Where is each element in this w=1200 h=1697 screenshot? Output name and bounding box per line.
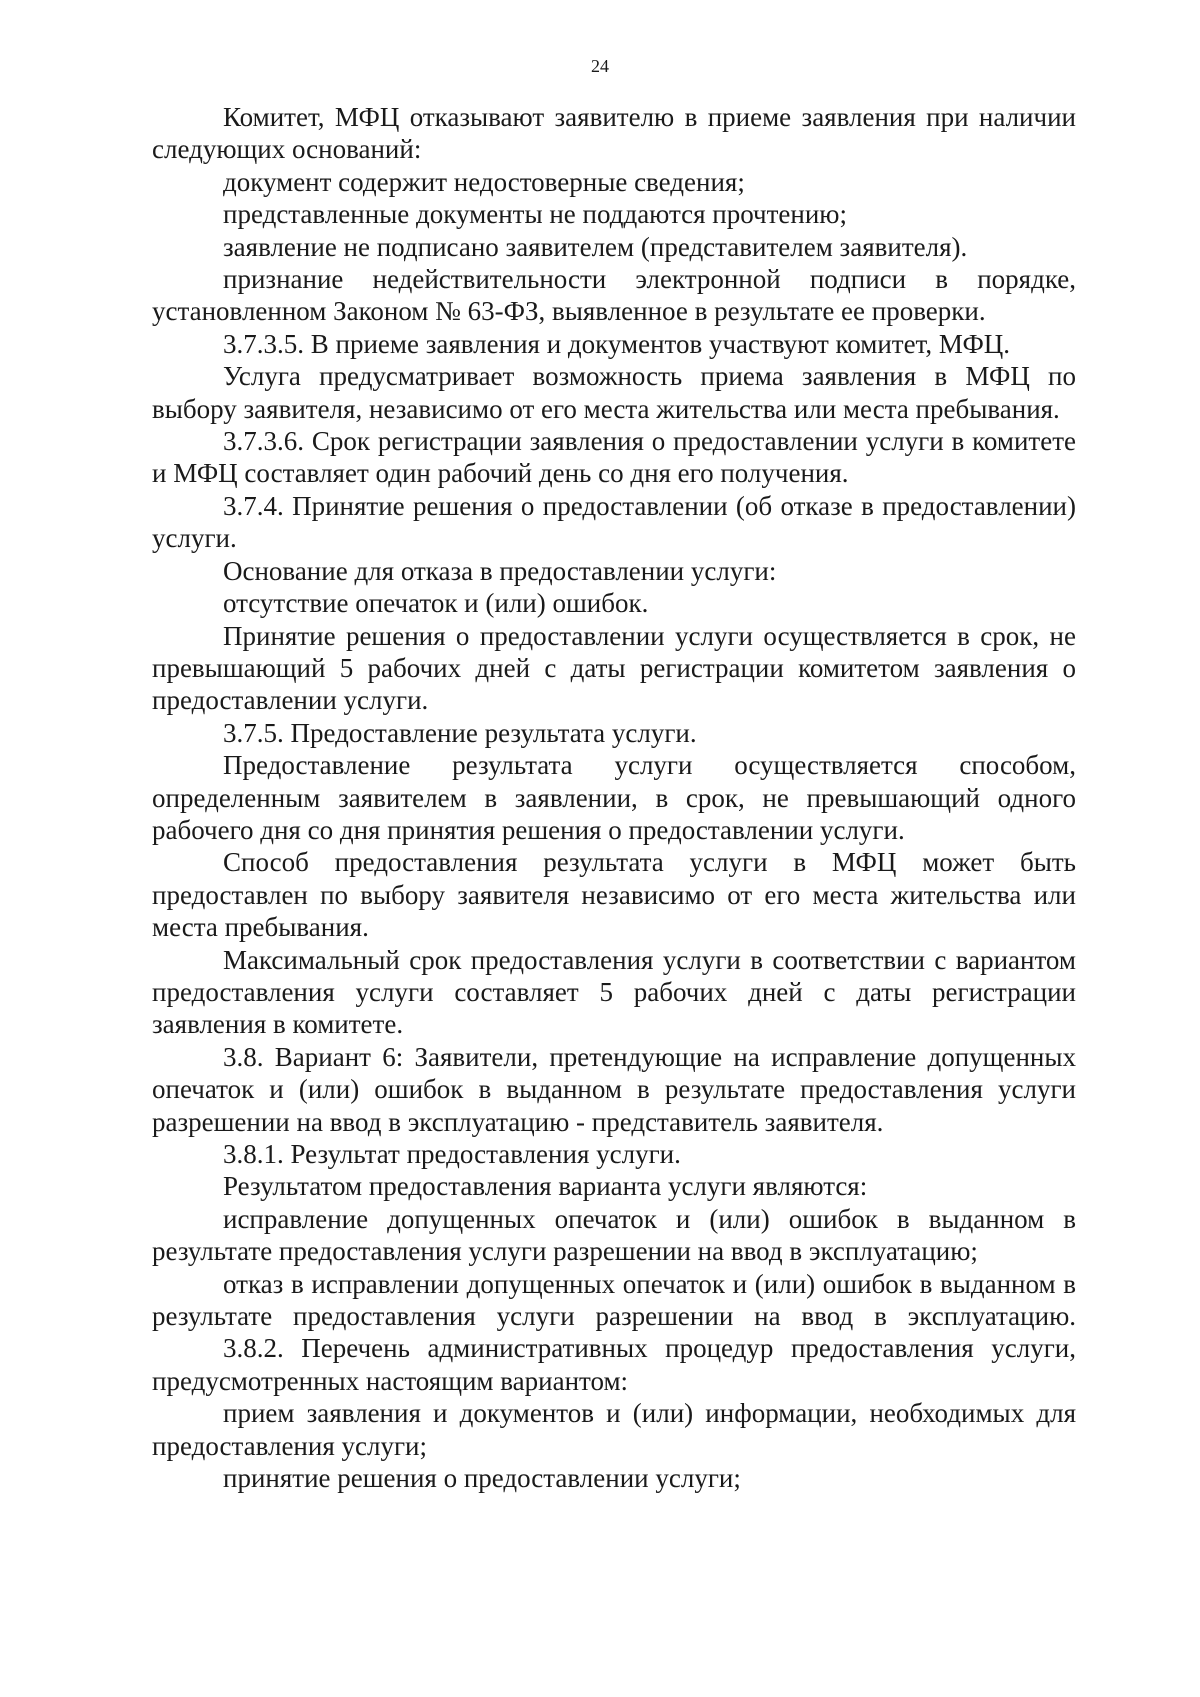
paragraph: представленные документы не поддаются прочтению;	[223, 199, 847, 230]
paragraph: Основание для отказа в предоставлении услуги:	[223, 555, 777, 586]
paragraph: 3.7.5. Предоставление результата услуги.	[223, 717, 697, 748]
page-number: 24	[591, 56, 609, 76]
paragraph: Принятие решения о предоставлении услуги осуществляется в срок, не превышающий 5 рабочих дней с даты регистрации комитетом заявления о предоставлении услуги.	[152, 620, 1076, 716]
document-body	[152, 101, 1076, 1494]
paragraph: документ содержит недостоверные сведения;	[223, 166, 745, 197]
paragraph: отказ в исправлении допущенных опечаток и (или) ошибок в выданном в результате предоставления услуги разрешении на ввод в эксплуатацию.	[152, 1268, 1076, 1332]
paragraph: принятие решения о предоставлении услуги;	[223, 1463, 741, 1494]
paragraph: 3.7.3.5. В приеме заявления и документов участвуют комитет, МФЦ.	[223, 328, 1011, 359]
paragraph: 3.8.1. Результат предоставления услуги.	[223, 1139, 681, 1169]
paragraph: прием заявления и документов и (или) информации, необходимых для предоставления услуги;	[152, 1398, 1076, 1461]
paragraph: заявление не подписано заявителем (представителем заявителя).	[223, 231, 968, 262]
paragraph: Предоставление результата услуги осуществляется способом, определенным заявителем в заявлении, в срок, не превышающий одного рабочего дня со дня принятия решения о предоставлении услуги.	[152, 750, 1076, 845]
paragraph: Способ предоставления результата услуги в МФЦ может быть предоставлен по выбору заявителя независимо от его места жительства или места пребывания.	[152, 847, 1076, 943]
paragraph: Услуга предусматривает возможность приема заявления в МФЦ по выбору заявителя, независимо от его места жительства или места пребывания.	[152, 361, 1076, 424]
paragraph: 3.8.2. Перечень административных процедур предоставления услуги, предусмотренных настоящим вариантом:	[152, 1333, 1076, 1396]
paragraph: Комитет, МФЦ отказывают заявителю в приеме заявления при наличии следующих оснований:	[152, 102, 1076, 165]
paragraph: признание недействительности электронной подписи в порядке, установленном Законом № 63-ФЗ, выявленное в результате ее проверки.	[152, 264, 1076, 327]
paragraph: 3.8. Вариант 6: Заявители, претендующие на исправление допущенных опечаток и (или) ошибок в выданном в результате предоставления услуги разрешении на ввод в эксплуатацию - представитель заявителя.	[152, 1041, 1076, 1137]
paragraph: Максимальный срок предоставления услуги в соответствии с вариантом предоставления услуги составляет 5 рабочих дней с даты регистрации заявления в комитете.	[152, 944, 1076, 1040]
paragraph: 3.7.3.6. Срок регистрации заявления о предоставлении услуги в комитете и МФЦ составляет один рабочий день со дня его получения.	[152, 426, 1076, 489]
paragraph: исправление допущенных опечаток и (или) ошибок в выданном в результате предоставления услуги разрешении на ввод в эксплуатацию;	[152, 1203, 1076, 1267]
paragraph: Результатом предоставления варианта услуги являются:	[223, 1171, 868, 1202]
paragraph: 3.7.4. Принятие решения о предоставлении (об отказе в предоставлении) услуги.	[152, 490, 1076, 554]
paragraph: отсутствие опечаток и (или) ошибок.	[223, 588, 649, 619]
